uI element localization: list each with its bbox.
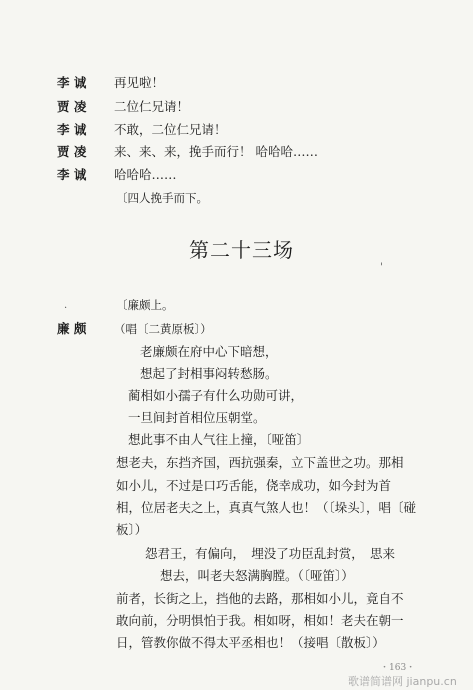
speech-line-2: 如小儿，不过是口巧舌能，侥幸成功，如今封为首	[116, 478, 392, 493]
speech-line-3: 相，位居老夫之上，真真气煞人也！（〔垛头〕，唱〔碰	[116, 500, 417, 515]
dialogue-line-2: 二位仁兄请！	[114, 99, 190, 114]
watermark: 歌谱简谱网 jianpu.cn	[348, 675, 457, 688]
verse-line-3: 蔺相如小孺子有什么功勋可讲，	[128, 388, 304, 403]
dialogue-line-4: 来、来、来，挽手而行！ 哈哈哈……	[114, 144, 318, 159]
dialogue-line-3: 不敢，二位仁兄请！	[114, 122, 227, 137]
stage-direction-exit: 〔四人挽手而下。	[116, 191, 208, 205]
speech2-line-3: 日，管教你做不得太平丞相也！（接唱〔散板〕）	[116, 635, 385, 650]
verse2-line-2: 想去，叫老夫怒满胸膛。（〔哑笛〕）	[160, 568, 354, 583]
speech2-line-1: 前者，长街之上，挡他的去路，那相如小儿，竟自不	[116, 591, 404, 606]
margin-dot: .	[64, 300, 68, 311]
sing-direction: （唱〔二黄原板〕）	[114, 322, 212, 336]
verse-line-5: 想此事不由人气往上撞，〔哑笛〕	[128, 432, 310, 447]
speech-line-1: 想老夫，东挡齐国，西抗强秦，立下盖世之功。那相	[116, 455, 404, 470]
speech-line-4: 板〕）	[116, 522, 148, 537]
speaker-jia-ling-1: 贾 凌	[57, 99, 87, 114]
speaker-li-cheng-2: 李 诚	[57, 122, 87, 137]
scene-title: 第二十三场	[189, 238, 294, 262]
verse-line-4: 一旦间封首相位压朝堂。	[128, 410, 266, 425]
stage-direction-enter: 〔廉颇上。	[116, 298, 174, 312]
speaker-jia-ling-2: 贾 凌	[57, 144, 87, 159]
verse2-line-1: 怨君王，有偏向， 埋没了功臣乱封赏， 思来	[145, 546, 396, 561]
speech2-line-2: 敢向前，分明惧怕于我。相如呀，相如！老夫在朝一	[116, 613, 404, 628]
speaker-li-cheng-3: 李 诚	[57, 167, 87, 182]
margin-tick: '	[380, 262, 383, 273]
verse-line-2: 想起了封相事闷转愁肠。	[140, 366, 278, 381]
page-number: ・163・	[380, 663, 416, 673]
speaker-li-cheng-1: 李 诚	[57, 75, 87, 90]
speaker-lian-po: 廉 颇	[57, 321, 87, 336]
dialogue-line-1: 再见啦！	[114, 75, 165, 90]
dialogue-line-5: 哈哈哈……	[114, 167, 177, 182]
verse-line-1: 老廉颇在府中心下暗想，	[140, 344, 278, 359]
